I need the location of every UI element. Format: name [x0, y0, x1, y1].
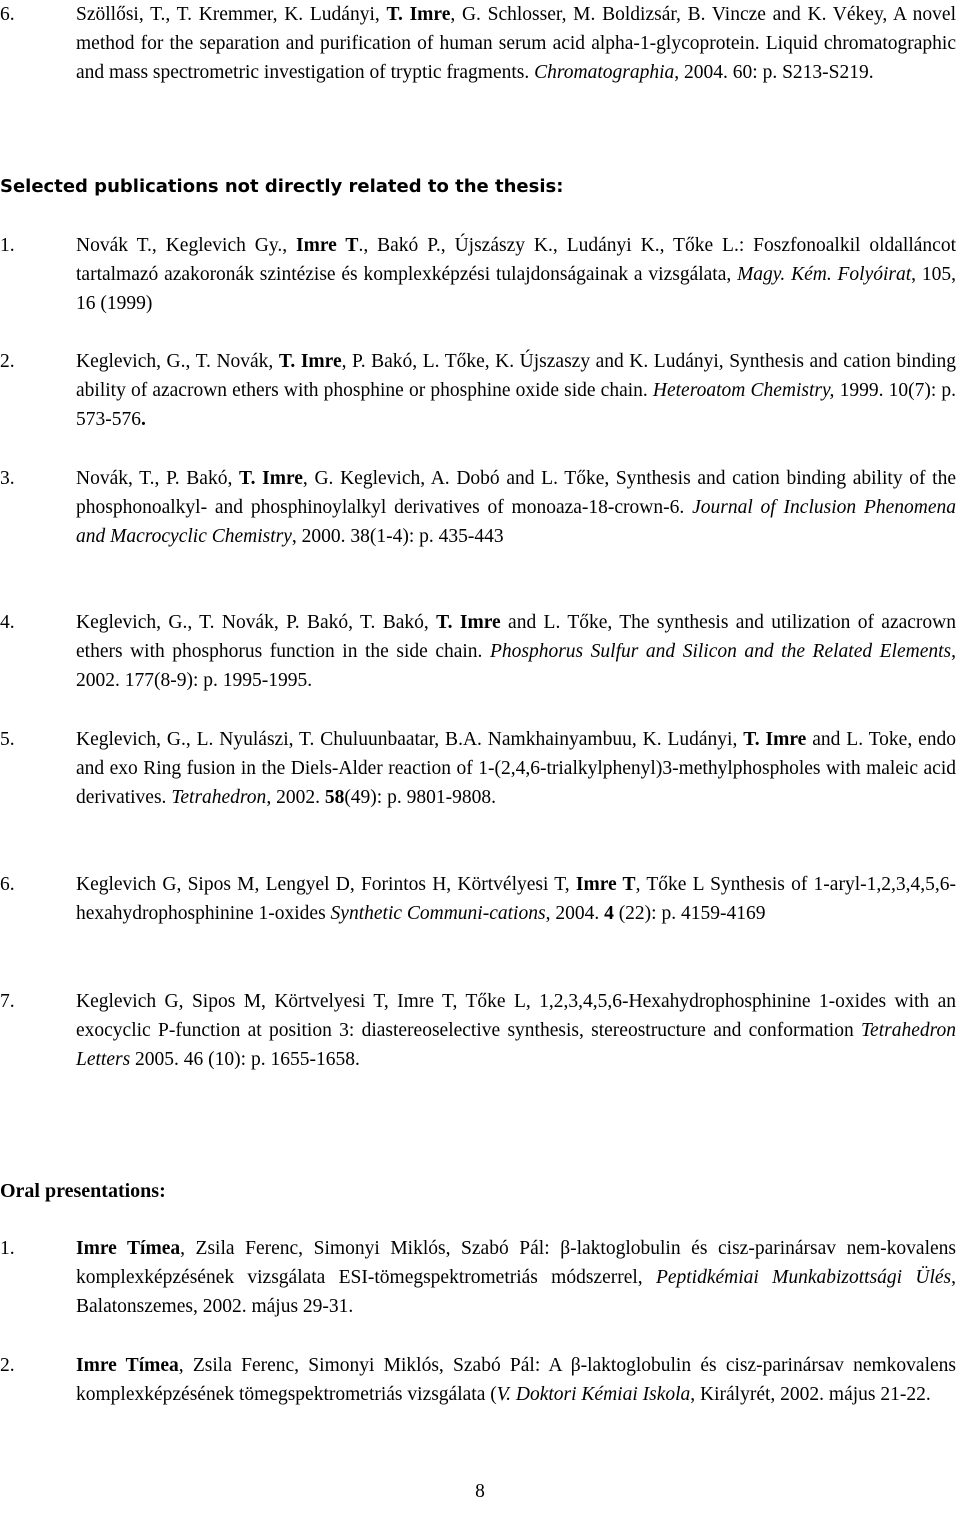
oral-presentation-1 [0, 1234, 960, 1321]
selected-publications-heading: Selected publications not directly related to the thesis: [0, 176, 564, 197]
citation-text: Keglevich, G., T. Novák, P. Bakó, T. Bakó, T. Imre and L. Tőke, The synthesis and utilization of azacrown ethers with phosphorus function in the side chain. Phosphorus Sulfur and Silicon and the Related Elements, 2002. 177(8-9): p. 1995-1995. [76, 612, 956, 691]
entry-number: 5. [0, 729, 15, 750]
publication-5 [0, 725, 960, 812]
publication-6 [0, 870, 960, 928]
publication-7 [0, 987, 960, 1074]
entry-number: 7. [0, 991, 15, 1012]
citation-text: Keglevich, G., T. Novák, T. Imre, P. Bakó, L. Tőke, K. Újszaszy and K. Ludányi, Synthesis and cation binding ability of azacrown ethers with phosphine or phosphine oxide side chain. Heteroatom Chemistry, 1999. 10(7): p. 573-576. [76, 351, 957, 430]
publication-4 [0, 608, 960, 695]
presentation-text: Imre Tímea, Zsila Ferenc, Simonyi Miklós, Szabó Pál: β-laktoglobulin és cisz-parinársav nem-kovalens komplexképzésének vizsgálata ESI-tömegspektrometriás módszerrel, Peptidkémiai Munkabizottsági Ülés, Balatonszemes, 2002. május 29-31. [76, 1238, 956, 1317]
oral-presentations-heading: Oral presentations: [0, 1180, 166, 1202]
entry-number: 6. [0, 874, 15, 895]
publication-entry-6 [0, 0, 960, 87]
citation-text: Keglevich, G., L. Nyulászi, T. Chuluunbaatar, B.A. Namkhainyambuu, K. Ludányi, T. Imre and L. Toke, endo and exo Ring fusion in the Diels-Alder reaction of 1-(2,4,6-trialkylphenyl)3-methylphospholes with maleic acid derivatives. Tetrahedron, 2002. 58(49): p. 9801-9808. [76, 729, 956, 808]
presentation-text: Imre Tímea, Zsila Ferenc, Simonyi Miklós, Szabó Pál: A β-laktoglobulin és cisz-parinársav nemkovalens komplexképzésének tömegspektrometriás vizsgálata (V. Doktori Kémiai Iskola, Királyrét, 2002. május 21-22. [76, 1355, 956, 1405]
entry-number: 1. [0, 235, 15, 256]
publication-3 [0, 464, 960, 551]
citation-text: Szöllősi, T., T. Kremmer, K. Ludányi, T. Imre, G. Schlosser, M. Boldizsár, B. Vincze and K. Vékey, A novel method for the separation and purification of human serum acid alpha-1-glycoprotein. Liquid chromatographic and mass spectrometric investigation of tryptic fragments. Chromatographia, 2004. 60: p. S213-S219. [76, 4, 956, 83]
entry-number: 6. [0, 4, 15, 25]
oral-presentation-2 [0, 1351, 960, 1409]
citation-text: Novák T., Keglevich Gy., Imre T., Bakó P., Újszászy K., Ludányi K., Tőke L.: Foszfonoalkil oldalláncot tartalmazó azakoronák szintézise és komplexképzési tulajdonságainak a vizsgálata, Magy. Kém. Folyóirat, 105, 16 (1999) [76, 235, 956, 314]
entry-number: 1. [0, 1238, 15, 1259]
entry-number: 3. [0, 468, 15, 489]
publication-2 [0, 347, 960, 434]
entry-number: 2. [0, 351, 15, 372]
citation-text: Keglevich G, Sipos M, Körtvelyesi T, Imre T, Tőke L, 1,2,3,4,5,6-Hexahydrophosphinine 1-oxides with an exocyclic P-function at position 3: diastereoselective synthesis, stereostructure and conformation Tetrahedron Letters 2005. 46 (10): p. 1655-1658. [76, 991, 956, 1070]
entry-number: 2. [0, 1355, 15, 1376]
citation-text: Keglevich G, Sipos M, Lengyel D, Forintos H, Körtvélyesi T, Imre T, Tőke L Synthesis of 1-aryl-1,2,3,4,5,6-hexahydrophosphinine 1-oxides Synthetic Communi-cations, 2004. 4 (22): p. 4159-4169 [76, 874, 956, 924]
page-number: 8 [475, 1481, 485, 1502]
publication-1 [0, 231, 960, 318]
citation-text: Novák, T., P. Bakó, T. Imre, G. Keglevich, A. Dobó and L. Tőke, Synthesis and cation binding ability of the phosphonoalkyl- and phosphinoylalkyl derivatives of monoaza-18-crown-6. Journal of Inclusion Phenomena and Macrocyclic Chemistry, 2000. 38(1-4): p. 435-443 [76, 468, 956, 547]
entry-number: 4. [0, 612, 15, 633]
